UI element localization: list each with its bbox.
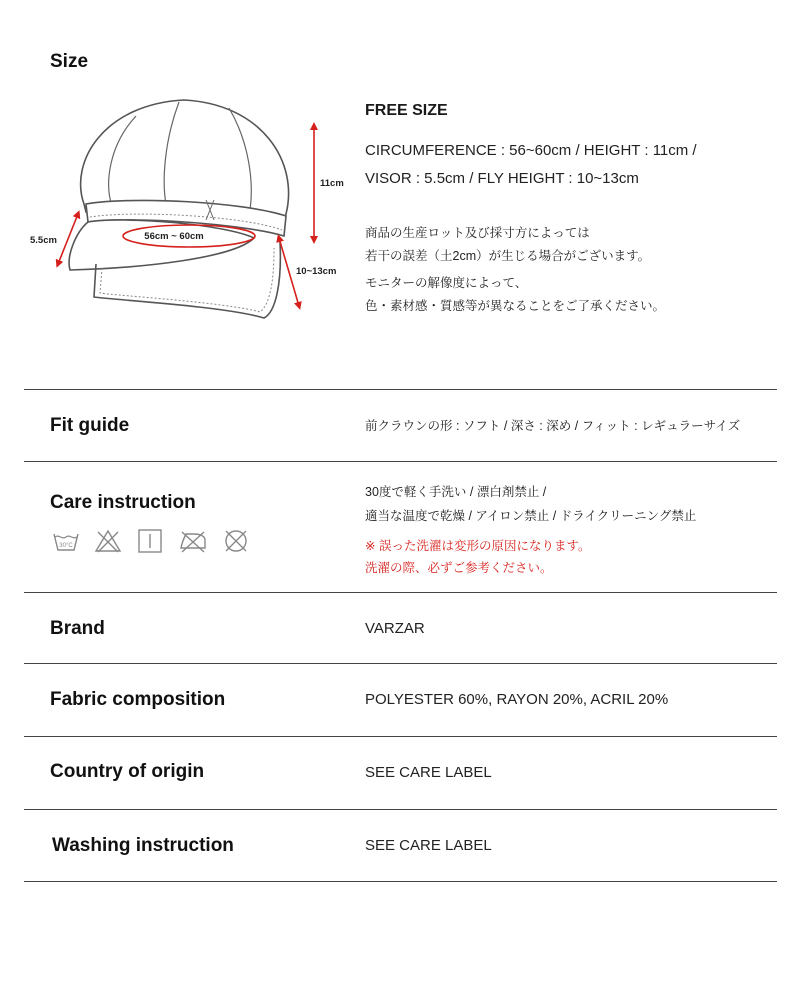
hand-wash-icon xyxy=(52,528,80,554)
care-line2: 適当な温度で乾燥 / アイロン禁止 / ドライクリーニング禁止 xyxy=(365,509,697,523)
size-spec-line1: CIRCUMFERENCE : 56~60cm / HEIGHT : 11cm / xyxy=(365,142,697,159)
size-note2-line2: 色・素材感・質感等が異なることをご了承ください。 xyxy=(365,299,666,313)
fabric-value: POLYESTER 60%, RAYON 20%, ACRIL 20% xyxy=(365,691,669,708)
size-note-tolerance xyxy=(365,222,650,268)
brand-label: Brand xyxy=(50,618,105,639)
care-warning-line2: 洗濯の際、必ずご参考ください。 xyxy=(365,561,553,575)
no-bleach-icon xyxy=(94,528,122,554)
divider xyxy=(24,663,777,664)
care-warning-line1: ※ 誤った洗濯は変形の原因になります。 xyxy=(365,539,591,553)
care-line1: 30度で軽く手洗い / 漂白剤禁止 / xyxy=(365,485,547,499)
no-dry-clean-icon xyxy=(222,528,250,554)
divider xyxy=(24,592,777,593)
fly-label: 10~13cm xyxy=(296,266,337,277)
size-note-monitor xyxy=(365,272,665,318)
divider xyxy=(24,881,777,882)
care-label: Care instruction xyxy=(50,492,196,513)
cap-size-diagram xyxy=(24,92,344,342)
brand-value: VARZAR xyxy=(365,620,425,637)
fabric-label: Fabric composition xyxy=(50,689,226,710)
fit-guide-value: 前クラウンの形 : ソフト / 深さ : 深め / フィット : レギュラーサイズ xyxy=(365,419,741,433)
line-dry-icon xyxy=(136,528,164,554)
no-iron-icon xyxy=(178,528,208,554)
care-warning xyxy=(365,535,590,579)
size-note1-line2: 若干の誤差（土2cm）が生じる場合がございます。 xyxy=(365,249,651,263)
size-note1-line1: 商品の生産ロット及び採寸方によっては xyxy=(365,226,590,240)
divider xyxy=(24,389,777,390)
fit-guide-label: Fit guide xyxy=(50,415,130,436)
wash-temp: 30°C xyxy=(59,543,73,549)
origin-label: Country of origin xyxy=(50,761,205,782)
size-spec-line2: VISOR : 5.5cm / FLY HEIGHT : 10~13cm xyxy=(365,170,639,187)
origin-value: SEE CARE LABEL xyxy=(365,764,492,781)
height-label: 11cm xyxy=(320,178,344,189)
care-text xyxy=(365,480,696,528)
visor-label: 5.5cm xyxy=(30,235,57,246)
size-heading: Size xyxy=(50,51,89,72)
washing-value: SEE CARE LABEL xyxy=(365,837,492,854)
divider xyxy=(24,736,777,737)
size-spec xyxy=(365,137,697,193)
care-icons xyxy=(52,528,250,554)
divider xyxy=(24,809,777,810)
free-size-title: FREE SIZE xyxy=(365,102,448,119)
size-note2-line1: モニターの解像度によって、 xyxy=(365,276,528,290)
divider xyxy=(24,461,777,462)
circumference-label: 56cm ~ 60cm xyxy=(144,231,204,242)
washing-label: Washing instruction xyxy=(52,835,234,856)
